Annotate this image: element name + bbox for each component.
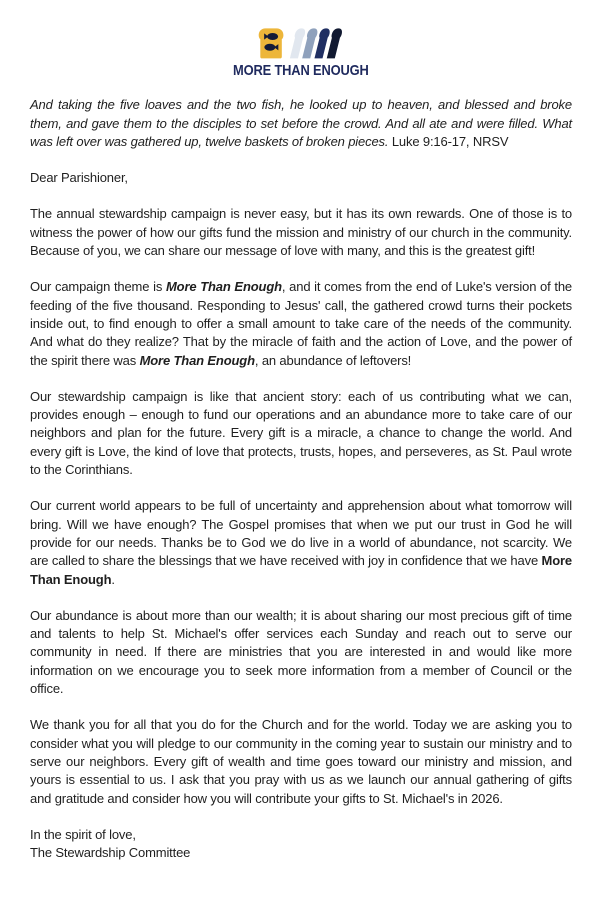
more-than-enough-logo xyxy=(30,26,572,80)
closing-line: In the spirit of love, xyxy=(30,826,136,842)
text-run: , an abundance of leftovers! xyxy=(254,352,412,368)
letter-paragraph-3 xyxy=(30,388,572,479)
text-run: Luke 9:16-17, NRSV xyxy=(388,133,509,149)
loaves-and-fishes-icon xyxy=(258,26,344,60)
text-run: Our campaign theme is xyxy=(30,279,166,295)
salutation: Dear Parishioner, xyxy=(30,170,128,186)
text-run: , and it comes from the end of Luke's version of the feeding of the five thousand. Responding to Jesus' call, the gathered crowd turns their pockets inside out, to find enough to offer a small amount to take care of the needs of the community. And what do they realize? That by the miracle of faith and the action of Love, and the power of the spirit there was xyxy=(30,279,572,368)
text-run: Our abundance is about more than our wealth; it is about sharing our most precious gift of time and talents to help St. Michael's offer services each Sunday and reach out to serve our community in need. If there are ministries that you are interested in and would like more information on we encourage you to seek more information from a member of Council or the office. xyxy=(30,607,572,697)
text-run: Our stewardship campaign is like that ancient story: each of us contributing what we can, provides enough – enough to fund our operations and an abundance more to take care of our neighbors and plan for the future. Every gift is a miracle, a chance to change the world. And every gift is Love, the kind of love that protects, trusts, hopes, and perseveres, as St. Paul wrote to the Corinthians. xyxy=(30,388,572,478)
text-run: And taking the five loaves and the two fish, he looked up to heaven, and blessed and broke them, and gave them to the disciples to set before the crowd. And all ate and were filled. What was left over was gathered up, twelve baskets of broken pieces. xyxy=(30,97,572,149)
letter-paragraph-5 xyxy=(30,607,572,698)
text-run: More Than Enough xyxy=(139,352,255,368)
text-run: . xyxy=(111,571,115,587)
text-run: More Than Enough xyxy=(165,279,282,295)
gold-loaf-shape xyxy=(259,28,284,58)
text-run: Our current world appears to be full of uncertainty and apprehension about what tomorrow will bring. Will we have enough? The Gospel promises that when we put our trust in God he will provide for our needs. Thanks be to God we do live in a world of abundance, not scarcity. We are called to share the blessings that we have received with joy in confidence that we have xyxy=(30,498,572,569)
scripture-quote xyxy=(30,96,572,151)
logo-wordmark: MORE THAN ENOUGH xyxy=(233,62,369,79)
text-run: We thank you for all that you do for the Church and for the world. Today we are asking you to consider what you will pledge to our community in the coming year to sustain our ministry and to serve our neighbors. Every gift of wealth and time goes toward our ministry and mission, and yours is essential to us. I ask that you pray with us as we launch our annual gathering of gifts and gratitude and consider how you will contribute your gifts to St. Michael's in 2026. xyxy=(30,717,572,806)
text-run: The annual stewardship campaign is never easy, but it has its own rewards. One of those is to witness the power of how our gifts fund the mission and ministry of our church in the community. Because of you, we can share our message of love with many, and this is the greatest gift! xyxy=(30,206,572,259)
letter-paragraph-6 xyxy=(30,716,572,807)
signature-line: The Stewardship Committee xyxy=(30,845,191,861)
letter-paragraph-1 xyxy=(30,205,572,260)
text-run: More Than Enough xyxy=(30,553,572,587)
letter-paragraph-4 xyxy=(30,497,572,588)
letter-paragraph-2 xyxy=(30,278,572,369)
